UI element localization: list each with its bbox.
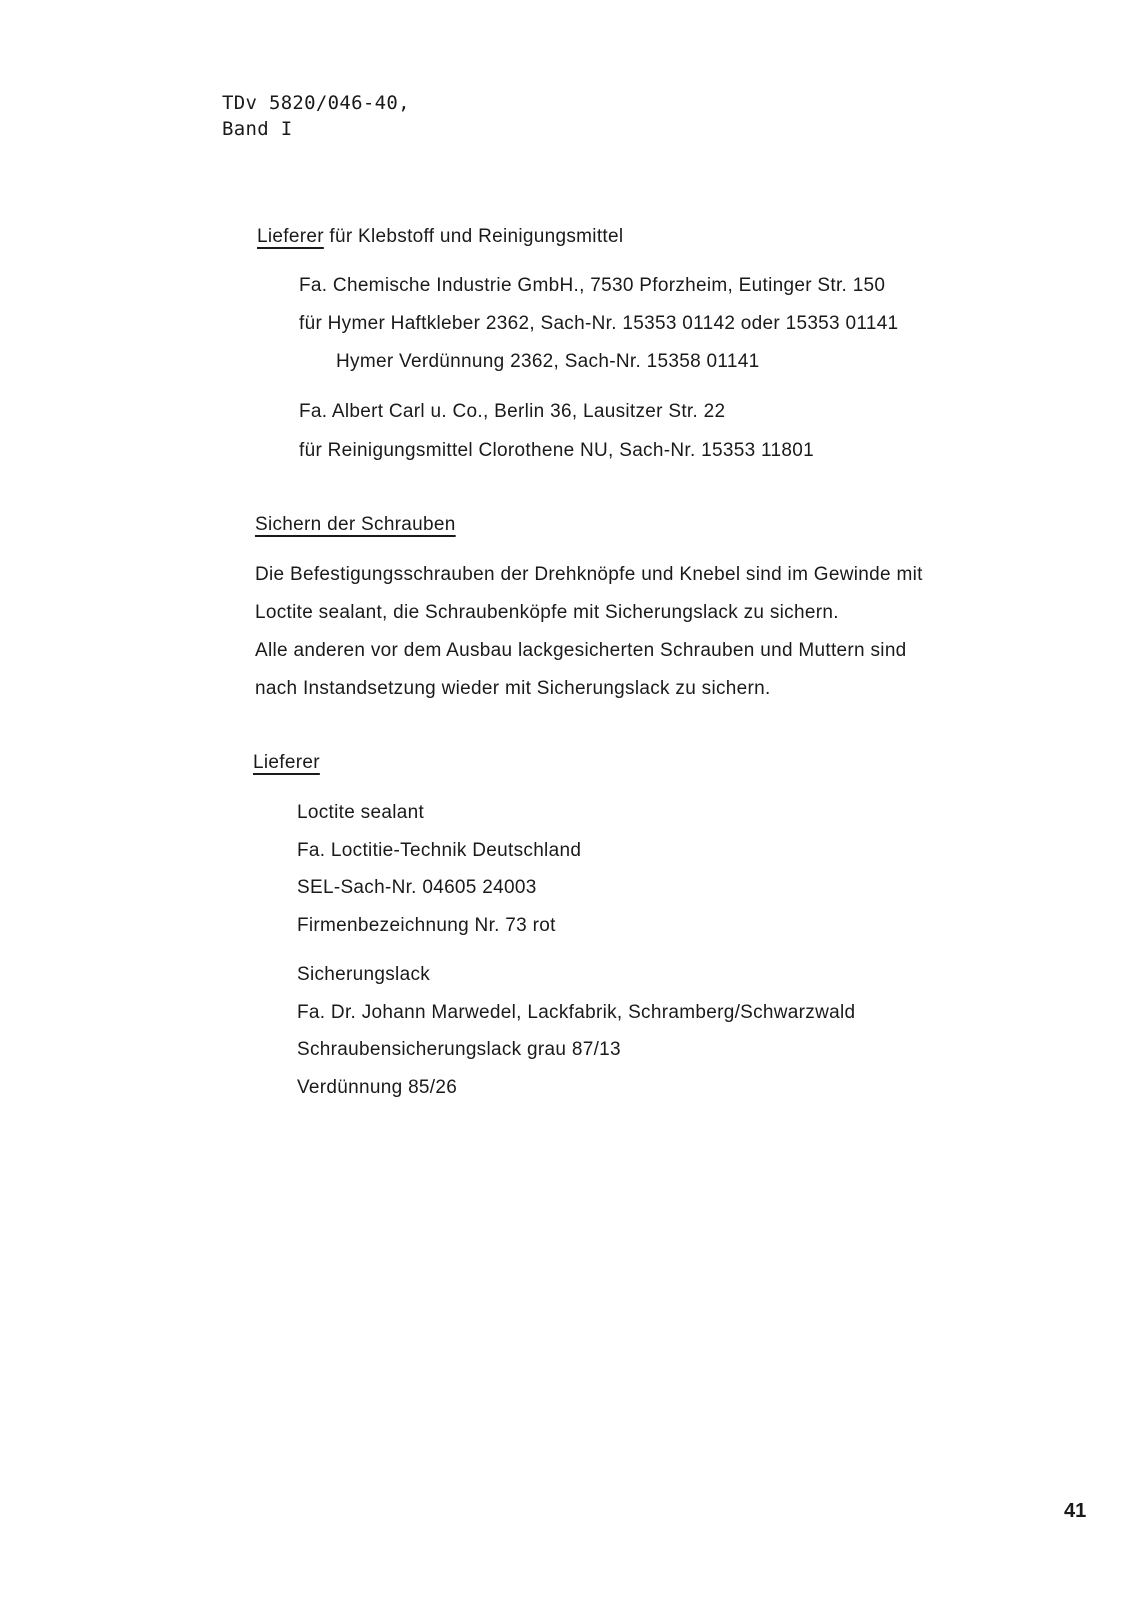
supplier-line: Fa. Dr. Johann Marwedel, Lackfabrik, Schramberg/Schwarzwald — [297, 1002, 856, 1023]
supplier-line: für Reinigungsmittel Clorothene NU, Sach-Nr. 15353 11801 — [299, 440, 814, 461]
supplier-line: SEL-Sach-Nr. 04605 24003 — [297, 877, 537, 898]
supplier-line: Verdünnung 85/26 — [297, 1077, 458, 1098]
supplier-line: Fa. Chemische Industrie GmbH., 7530 Pforzheim, Eutinger Str. 150 — [299, 275, 886, 296]
doc-number: TDv 5820/046-40, — [222, 92, 410, 114]
section-heading-suppliers-adhesive — [257, 226, 623, 248]
supplier-line: Schraubensicherungslack grau 87/13 — [297, 1039, 621, 1060]
section-heading-securing-screws: Sichern der Schrauben — [255, 514, 456, 535]
volume-label: Band I — [222, 118, 293, 140]
paragraph-line: Alle anderen vor dem Ausbau lackgesicherten Schrauben und Muttern sind — [255, 640, 907, 661]
paragraph-line: Loctite sealant, die Schraubenköpfe mit Sicherungslack zu sichern. — [255, 602, 839, 623]
supplier-line: Loctite sealant — [297, 802, 425, 823]
supplier-line: Hymer Verdünnung 2362, Sach-Nr. 15358 01141 — [336, 351, 760, 372]
supplier-line: Firmenbezeichnung Nr. 73 rot — [297, 915, 556, 936]
supplier-line: Fa. Albert Carl u. Co., Berlin 36, Lausitzer Str. 22 — [299, 401, 726, 422]
heading-underlined-part: Lieferer — [257, 226, 324, 247]
heading-rest-part: für Klebstoff und Reinigungsmittel — [323, 226, 624, 247]
section-heading-suppliers: Lieferer — [253, 752, 320, 773]
supplier-line: Sicherungslack — [297, 964, 431, 985]
supplier-line: Fa. Loctitie-Technik Deutschland — [297, 840, 582, 861]
page-number: 41 — [1064, 1500, 1087, 1522]
paragraph-line: Die Befestigungsschrauben der Drehknöpfe und Knebel sind im Gewinde mit — [255, 564, 923, 585]
supplier-line: für Hymer Haftkleber 2362, Sach-Nr. 15353 01142 oder 15353 01141 — [299, 313, 899, 334]
paragraph-line: nach Instandsetzung wieder mit Sicherungslack zu sichern. — [255, 678, 771, 699]
